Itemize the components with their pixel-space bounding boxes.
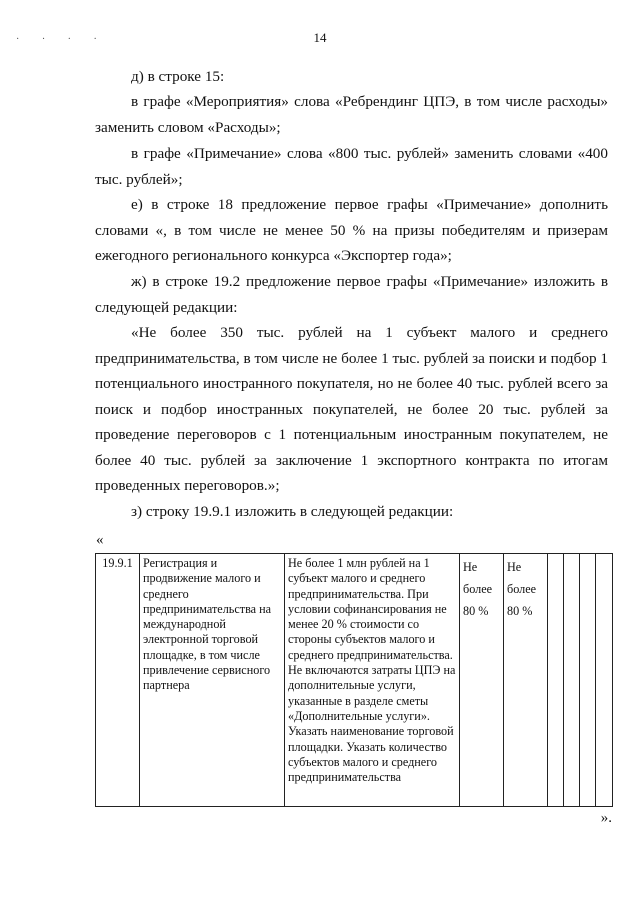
row-note: Не более 1 млн рублей на 1 субъект малого и среднего предпринимательства. При условии софинансирования не менее 20 % стоимости со стороны субъектов малого и среднего предпринимательства. Не включаются затраты ЦПЭ на дополнительные услуги, указанные в разделе сметы «Дополнительные услуги». Указать наименование торговой площадки. Указать количество субъектов малого и среднего предпринимательства [288, 556, 456, 785]
row-activity: Регистрация и продвижение малого и среднего предпринимательства на международной электронной торговой площадке, в том числе привлечение сервисного партнера [143, 556, 272, 693]
cell-activity [140, 554, 285, 807]
paragraph-e: е) в строке 18 предложение первое графы «Примечание» дополнить словами «, в том числе не менее 50 % на призы победителям и призерам ежегодного регионального конкурса «Экспортер года»; [95, 196, 608, 264]
share-1-line-3: 80 % [463, 604, 489, 618]
share-2-line-1: Не [507, 560, 522, 574]
cell-code [96, 554, 140, 807]
cell-share-2 [504, 554, 548, 807]
cell-note [285, 554, 460, 807]
cell-share-1 [460, 554, 504, 807]
quote-close: ». [600, 810, 612, 826]
cell-empty-4 [596, 554, 613, 807]
page-number: 14 [313, 30, 327, 45]
quote-open: « [96, 532, 104, 548]
cell-empty-3 [580, 554, 596, 807]
paragraph-zh: ж) в строке 19.2 предложение первое графы «Примечание» изложить в следующей редакции: [95, 273, 608, 316]
share-2-line-2: более [507, 582, 537, 596]
share-1-line-2: более [463, 582, 493, 596]
paragraph-d: д) в строке 15: [131, 68, 225, 85]
share-1-line-1: Не [463, 560, 478, 574]
paragraph-d-activities: в графе «Мероприятия» слова «Ребрендинг ЦПЭ, в том числе расходы» заменить словом «Расходы»; [95, 93, 608, 136]
cell-empty-2 [564, 554, 580, 807]
row-code: 19.9.1 [102, 556, 133, 570]
row-table [95, 553, 613, 807]
scan-specks: · · · · [16, 34, 107, 45]
cell-empty-1 [548, 554, 564, 807]
paragraph-zh-quote: «Не более 350 тыс. рублей на 1 субъект малого и среднего предпринимательства, в том числе не более 1 тыс. рублей за поиски и подбор 1 потенциального иностранного покупателя, но не более 40 тыс. рублей всего за поиск и подбор иностранных покупателей, не более 20 тыс. рублей за проведение переговоров с 1 потенциальным иностранным покупателем, не более 40 тыс. рублей за заключение 1 экспортного контракта по итогам проведенных переговоров.»; [95, 324, 608, 494]
table-row [96, 554, 613, 807]
share-2-line-3: 80 % [507, 604, 533, 618]
paragraph-d-note: в графе «Примечание» слова «800 тыс. рублей» заменить словами «400 тыс. рублей»; [95, 145, 608, 188]
paragraph-z: з) строку 19.9.1 изложить в следующей редакции: [131, 503, 454, 520]
